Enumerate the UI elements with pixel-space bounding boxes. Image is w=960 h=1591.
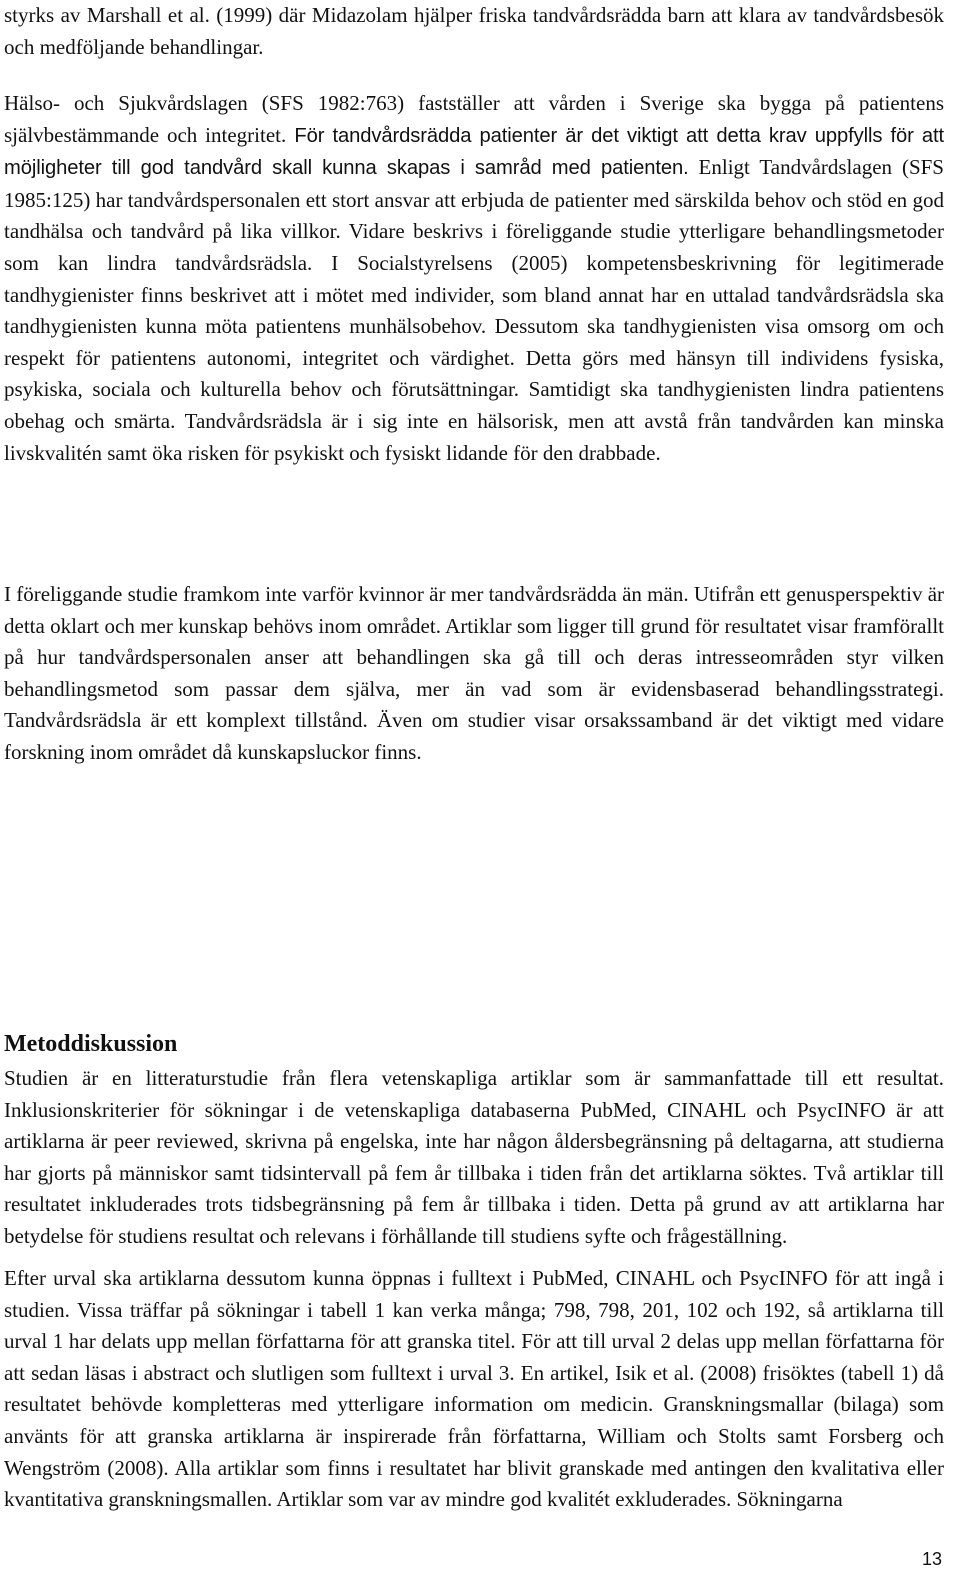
sentence: styrks av Marshall et al. (1999) där Midazolam hjälper friska tandvårdsrädda barn att klara av tandvårdsbesök och medföljande behandlingar. <box>4 3 944 59</box>
sentence: Sökningarna <box>731 1487 843 1512</box>
sentence: Dessutom ska tandhygienisten visa omsorg om och respekt för patientens autonomi, integritet och värdighet. <box>4 314 944 370</box>
sentence: Detta på grund av att artiklarna har betydelse för studiens resultat och relevans i förhållande till studiens syfte och frågeställning. <box>4 1192 944 1248</box>
sentence: Utifrån ett genusperspektiv är detta oklart och mer kunskap behövs inom området. <box>4 582 945 638</box>
paragraph-legislation <box>4 88 944 469</box>
sentence: Efter urval ska artiklarna dessutom kunna öppnas i fulltext i PubMed, CINAHL och PsycINFO för att ingå i studien. <box>4 1266 944 1322</box>
sentence: För tandvårdsrädda patienter är det viktigt att detta krav uppfylls för att möjligheter till god tandvård skall kunna skapas i samråd med patienten. <box>4 124 944 180</box>
sentence: Studien är en litteraturstudie från flera vetenskapliga artiklar som är sammanfattade till ett resultat. <box>4 1066 944 1090</box>
sentence: Inklusionskriterier för sökningar i de vetenskapliga databaserna PubMed, CINAHL och PsycINFO är att artiklarna är peer reviewed, skrivna på engelska, inte har någon åldersbegränsning på deltagarna, att studierna har gjorts på människor samt tidsintervall på fem år tillbaka i tiden från det artiklarna söktes. <box>4 1097 944 1185</box>
section-heading: Metoddiskussion <box>4 1031 178 1057</box>
sentence: Vissa träffar på sökningar i tabell 1 kan verka många; 798, 798, 201, 102 och 192, så artiklarna till urval 1 har delats upp mellan författarna för att granska titel. <box>4 1297 944 1354</box>
sentence: Tandvårdsrädsla är ett komplext tillstånd. <box>4 708 368 733</box>
sentence: Detta görs med hänsyn till individens fysiska, psykiska, sociala och kulturella behov och förutsättningar. <box>4 345 944 402</box>
sentence: Enligt Tandvårdslagen (SFS 1985:125) har tandvårdspersonalen ett stort ansvar att erbjuda de patienter med särskilda behov och stöd en god tandhälsa och tandvård på lika villkor. <box>4 155 944 244</box>
sentence: Artiklar som ligger till grund för resultatet visar framförallt på hur tandvårdspersonalen anser att behandlingen ska gå till och deras intresseområden styr vilken behandlingsmetod som passar dem själva, mer än vad som är evidensbaserad behandlingsstrategi. <box>4 613 944 701</box>
sentence: I Socialstyrelsens (2005) kompetensbeskrivning för legitimerade tandhygienister finns beskrivet att i mötet med individer, som bland annat har en uttalad tandvårdsrädsla ska tandhygienisten kunna möta patientens munhälsobehov. <box>4 250 944 339</box>
sentence: Även om studier visar orsakssamband är det viktigt med vidare forskning inom området då kunskapsluckor finns. <box>4 708 944 764</box>
sentence: Vidare beskrivs i föreliggande studie ytterligare behandlingsmetoder som kan lindra tandvårdsrädsla. <box>4 219 944 275</box>
paragraph-method-description <box>4 1063 944 1253</box>
sentence: Två artiklar till resultatet inkluderades trots tidsbegränsning på fem år tillbaka i tiden. <box>4 1160 944 1217</box>
sentence: I föreliggande studie framkom inte varför kvinnor är mer tandvårdsrädda än män. <box>4 582 689 606</box>
sentence: Granskningsmallar (bilaga) som använts för att granska artiklarna är inspirerade från författarna, William och Stolts samt Forsberg och Wengström (2008). <box>4 1392 944 1480</box>
paragraph-intro-continuation <box>4 0 944 63</box>
sentence: Artiklar som var av mindre god kvalitét exkluderades. <box>272 1487 732 1512</box>
page-number: 13 <box>921 1549 942 1569</box>
sentence: Hälso- och Sjukvårdslagen (SFS 1982:763) fastställer att vården i Sverige ska bygga på patientens självbestämmande och integritet. <box>4 91 944 147</box>
sentence: En artikel, Isik et al. (2008) frisöktes (tabell 1) då resultatet behövde kompletteras med ytterligare information om medicin. <box>4 1360 944 1417</box>
paragraph-selection-process <box>4 1263 944 1516</box>
sentence: Samtidigt ska tandhygienisten lindra patientens obehag och smärta. <box>4 377 944 433</box>
sentence: Alla artiklar som finns i resultatet har blivit granskade med antingen den kvalitativa eller kvantitativa granskningsmallen. <box>4 1455 944 1512</box>
sentence: Tandvårdsrädsla är i sig inte en hälsorisk, men att avstå från tandvården kan minska livskvalitén samt öka risken för psykiskt och fysiskt lidande för den drabbade. <box>4 408 944 465</box>
paragraph-gender-perspective <box>4 579 944 769</box>
sentence: För att till urval 2 delas upp mellan författarna för att sedan läsas i abstract och slutligen som fulltext i urval 3. <box>4 1329 944 1385</box>
